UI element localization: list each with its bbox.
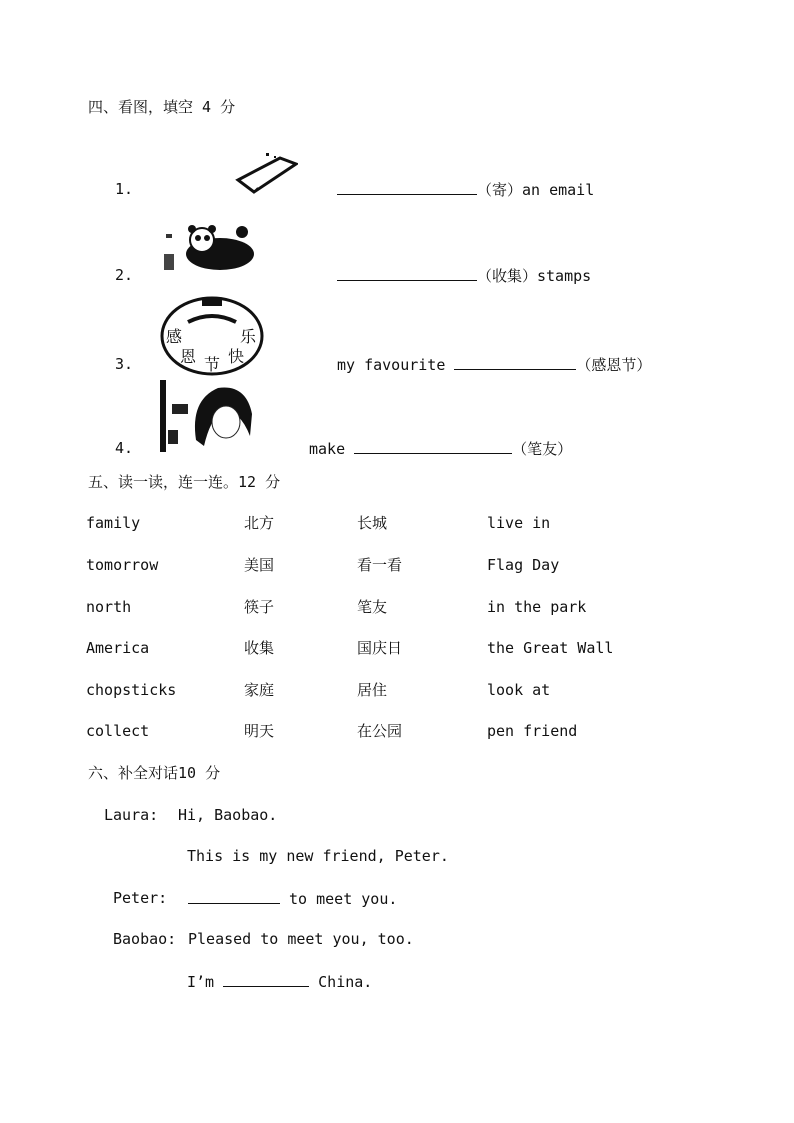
item3-hint: （感恩节） bbox=[576, 356, 652, 374]
match-word[interactable]: America bbox=[86, 639, 150, 657]
item3-line bbox=[337, 354, 651, 375]
item2-number: 2. bbox=[115, 266, 134, 284]
stamp-char-4: 快 bbox=[228, 347, 245, 366]
envelope-picture bbox=[234, 150, 298, 196]
match-word[interactable]: 笔友 bbox=[357, 598, 388, 616]
match-word[interactable]: north bbox=[86, 598, 132, 616]
match-word[interactable]: chopsticks bbox=[86, 681, 177, 699]
match-word[interactable]: live in bbox=[487, 514, 551, 532]
item4-line bbox=[309, 438, 572, 459]
thanksgiving-stamp-picture bbox=[158, 292, 266, 378]
match-word[interactable]: 北方 bbox=[244, 514, 275, 532]
item3-number: 3. bbox=[115, 355, 134, 373]
match-word[interactable]: 家庭 bbox=[244, 681, 275, 699]
item4-hint: （笔友） bbox=[512, 440, 573, 458]
dialog-speaker-baobao: Baobao: bbox=[113, 930, 177, 948]
match-word[interactable]: Flag Day bbox=[487, 556, 560, 574]
match-word[interactable]: pen friend bbox=[487, 722, 578, 740]
match-word[interactable]: 美国 bbox=[244, 556, 275, 574]
match-word[interactable]: 明天 bbox=[244, 722, 275, 740]
dialog-blank-2[interactable] bbox=[223, 971, 309, 987]
stamp-char-3: 节 bbox=[204, 355, 221, 374]
item1-number: 1. bbox=[115, 180, 134, 198]
match-word[interactable]: tomorrow bbox=[86, 556, 159, 574]
item3-blank[interactable] bbox=[454, 354, 576, 370]
match-word[interactable]: collect bbox=[86, 722, 150, 740]
match-word[interactable]: in the park bbox=[487, 598, 587, 616]
section4-title: 四、看图，填空 4 分 bbox=[88, 98, 236, 116]
dialog-line-4: Pleased to meet you, too. bbox=[188, 930, 414, 948]
section5-title: 五、读一读，连一连。12 分 bbox=[88, 473, 281, 491]
stamp-char-2: 恩 bbox=[180, 347, 197, 366]
match-word[interactable]: look at bbox=[487, 681, 551, 699]
dialog-speaker-peter: Peter: bbox=[113, 889, 168, 907]
section6-title: 六、补全对话10 分 bbox=[88, 764, 221, 782]
panda-picture bbox=[162, 220, 258, 272]
item1-hint: （寄）an email bbox=[477, 181, 595, 199]
dialog-line-5 bbox=[187, 971, 372, 992]
pen-friend-picture bbox=[160, 380, 256, 452]
dialog-speaker-laura: Laura: bbox=[104, 806, 159, 824]
item2-line bbox=[337, 265, 591, 286]
dialog-line-3 bbox=[188, 888, 397, 909]
item4-prefix: make bbox=[309, 440, 355, 458]
dialog-line-5-after: China. bbox=[309, 973, 373, 991]
item3-prefix: my favourite bbox=[337, 356, 455, 374]
item4-blank[interactable] bbox=[354, 438, 512, 454]
match-word[interactable]: 在公园 bbox=[357, 722, 403, 740]
item1-blank[interactable] bbox=[337, 179, 477, 195]
item1-line bbox=[337, 179, 594, 200]
match-word[interactable]: 看一看 bbox=[357, 556, 403, 574]
stamp-char-5: 乐 bbox=[240, 327, 257, 346]
dialog-blank-1[interactable] bbox=[188, 888, 280, 904]
item2-blank[interactable] bbox=[337, 265, 477, 281]
item4-number: 4. bbox=[115, 439, 134, 457]
match-word[interactable]: 收集 bbox=[244, 639, 275, 657]
match-word[interactable]: family bbox=[86, 514, 141, 532]
item2-hint: （收集）stamps bbox=[477, 267, 592, 285]
dialog-line-5-before: I’m bbox=[187, 973, 224, 991]
dialog-line-3-text: to meet you. bbox=[280, 890, 398, 908]
dialog-line-2: This is my new friend, Peter. bbox=[187, 847, 449, 865]
match-word[interactable]: 长城 bbox=[357, 514, 388, 532]
dialog-line-1: Hi, Baobao. bbox=[178, 806, 278, 824]
match-word[interactable]: the Great Wall bbox=[487, 639, 614, 657]
match-word[interactable]: 国庆日 bbox=[357, 639, 403, 657]
stamp-char-1: 感 bbox=[166, 327, 183, 346]
match-word[interactable]: 筷子 bbox=[244, 598, 275, 616]
match-word[interactable]: 居住 bbox=[357, 681, 388, 699]
